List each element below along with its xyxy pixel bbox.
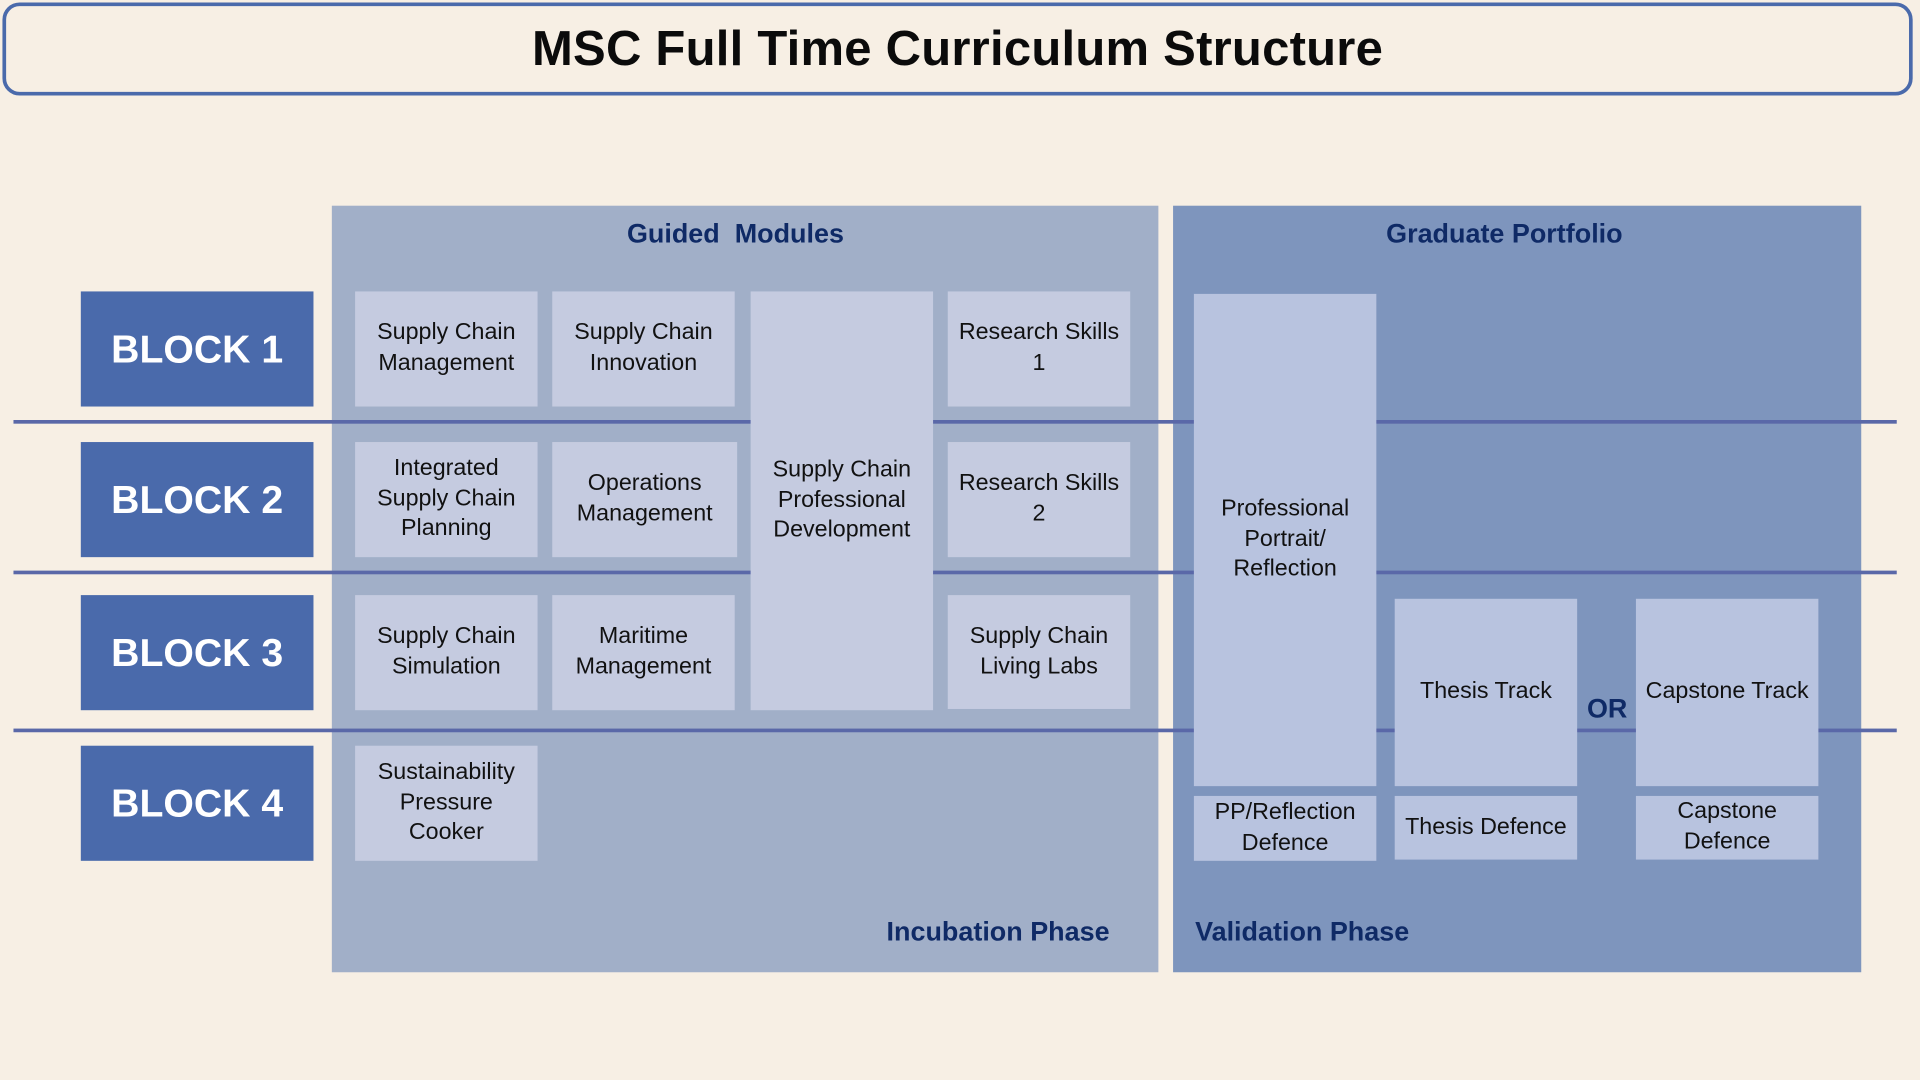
module-supply-chain-living-labs: Supply Chain Living Labs — [948, 595, 1130, 709]
module-maritime-management: Maritime Management — [552, 595, 734, 710]
divider-block-3-4 — [13, 729, 1896, 733]
graduate-portfolio-title: Graduate Portfolio — [1386, 217, 1623, 249]
block-1-label: BLOCK 1 — [81, 291, 314, 406]
title-box — [2, 2, 1912, 95]
module-supply-chain-innovation: Supply Chain Innovation — [552, 291, 734, 406]
page-title: MSC Full Time Curriculum Structure — [532, 21, 1384, 76]
block-4-label: BLOCK 4 — [81, 746, 314, 861]
pp-reflection-defence: PP/Reflection Defence — [1194, 796, 1376, 861]
block-3-label: BLOCK 3 — [81, 595, 314, 710]
module-research-skills-2: Research Skills 2 — [948, 442, 1130, 557]
divider-block-1-2 — [13, 420, 1896, 424]
module-research-skills-1: Research Skills 1 — [948, 291, 1130, 406]
module-sustainability-pressure-cooker: Sustainability Pressure Cooker — [355, 746, 537, 861]
module-integrated-supply-chain-planning: Integrated Supply Chain Planning — [355, 442, 537, 557]
divider-block-2-3 — [13, 571, 1896, 575]
module-operations-management: Operations Management — [552, 442, 737, 557]
guided-modules-title: Guided Modules — [626, 217, 844, 249]
incubation-phase-label: Incubation Phase — [886, 915, 1110, 947]
thesis-defence: Thesis Defence — [1395, 796, 1577, 860]
capstone-track: Capstone Track — [1636, 599, 1818, 786]
capstone-defence: Capstone Defence — [1636, 796, 1818, 860]
professional-portrait-reflection: Professional Portrait/ Reflection — [1194, 294, 1376, 786]
block-2-label: BLOCK 2 — [81, 442, 314, 557]
module-supply-chain-simulation: Supply Chain Simulation — [355, 595, 537, 710]
module-supply-chain-management: Supply Chain Management — [355, 291, 537, 406]
module-supply-chain-professional-development: Supply Chain Professional Development — [751, 291, 933, 710]
or-label: OR — [1586, 693, 1628, 724]
validation-phase-label: Validation Phase — [1195, 915, 1410, 947]
thesis-track: Thesis Track — [1395, 599, 1577, 786]
